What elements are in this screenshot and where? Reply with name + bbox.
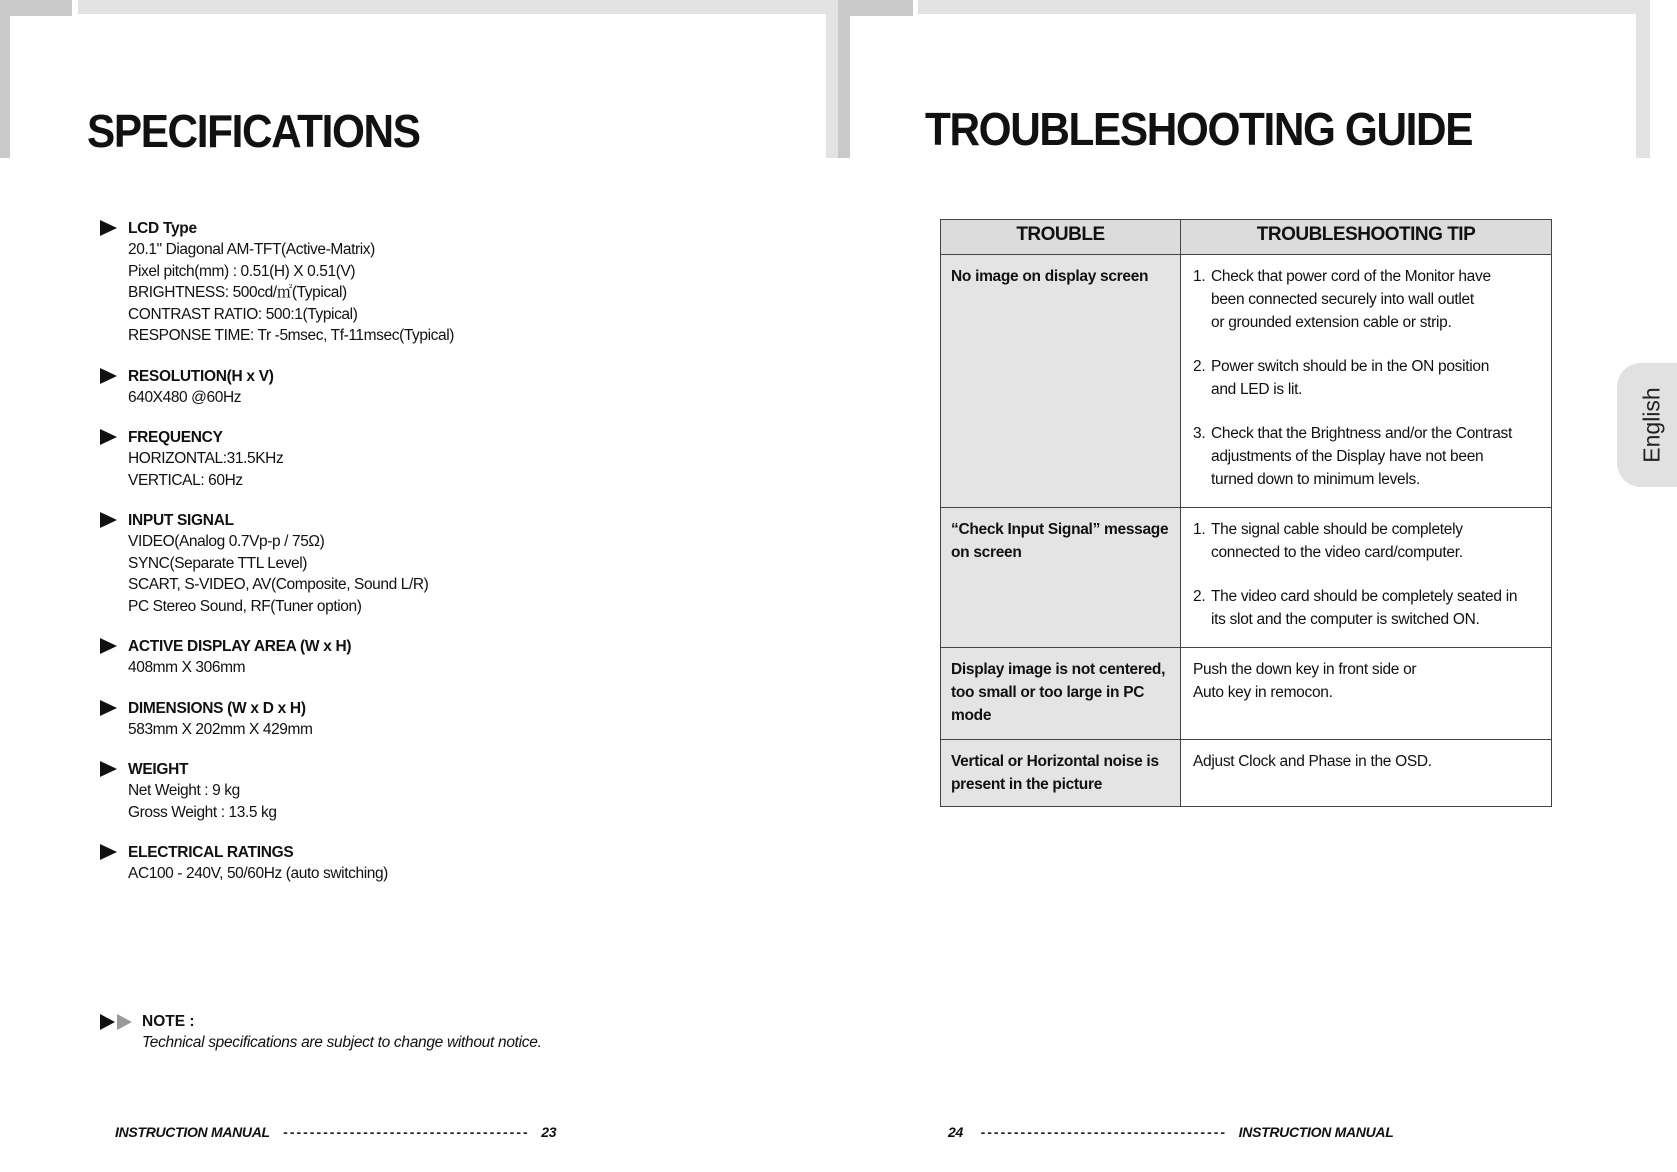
header-tip: TROUBLESHOOTING TIP bbox=[1181, 220, 1552, 255]
spec-heading: DIMENSIONS (W x D x H) bbox=[128, 699, 306, 717]
left-footer bbox=[115, 1124, 556, 1140]
spec-heading: FREQUENCY bbox=[128, 429, 223, 446]
left-page-number: 23 bbox=[541, 1124, 557, 1140]
language-tab[interactable] bbox=[1617, 363, 1677, 487]
spec-heading: WEIGHT bbox=[128, 761, 189, 778]
spec-heading: LCD Type bbox=[128, 220, 197, 237]
troubleshooting-title: TROUBLESHOOTING GUIDE bbox=[925, 103, 1473, 155]
tip-number: 3. bbox=[1193, 425, 1206, 442]
bullet-arrow-icon bbox=[100, 512, 117, 528]
tip-continuation: been connected securely into wall outlet bbox=[1211, 291, 1474, 308]
tip-cell bbox=[1181, 740, 1552, 807]
tip-first-line bbox=[1193, 518, 1541, 541]
spec-line: Net Weight : 9 kg bbox=[128, 782, 240, 799]
spec-line: 640X480 @60Hz bbox=[128, 388, 242, 406]
spec-line: 408mm X 306mm bbox=[128, 659, 246, 676]
right-frame-right bbox=[1636, 0, 1650, 158]
left-frame-side bbox=[0, 0, 10, 158]
spec-heading: ELECTRICAL RATINGS bbox=[128, 844, 294, 861]
right-frame-side bbox=[838, 0, 850, 158]
tip-first-line bbox=[1193, 355, 1541, 378]
tip-text: The signal cable should be completely bbox=[1211, 521, 1463, 538]
tip-cell bbox=[1181, 648, 1552, 740]
tip-first-line bbox=[1193, 750, 1541, 773]
bullet-arrow-icon bbox=[100, 844, 117, 860]
spec-line: 20.1" Diagonal AM-TFT(Active-Matrix) bbox=[128, 241, 375, 258]
tip-continuation: or grounded extension cable or strip. bbox=[1211, 314, 1452, 331]
left-frame-corner bbox=[0, 0, 72, 16]
table-row bbox=[941, 255, 1552, 508]
left-footer-dashes: ------------------------------------- bbox=[283, 1124, 530, 1140]
tip-cell bbox=[1181, 255, 1552, 508]
bullet-arrow-icon bbox=[100, 700, 117, 716]
tip-item bbox=[1193, 265, 1541, 334]
double-arrow-icon bbox=[100, 1014, 140, 1032]
tip-item bbox=[1193, 422, 1541, 491]
spec-line: SCART, S-VIDEO, AV(Composite, Sound L/R) bbox=[128, 576, 429, 593]
tip-number: 2. bbox=[1193, 358, 1206, 375]
right-footer-dashes: ------------------------------------- bbox=[980, 1124, 1228, 1140]
spec-item bbox=[100, 636, 720, 679]
spec-line: PC Stereo Sound, RF(Tuner option) bbox=[128, 597, 362, 615]
spec-line: VERTICAL: 60Hz bbox=[128, 471, 243, 489]
tip-number: 1. bbox=[1193, 521, 1206, 538]
bullet-arrow-icon bbox=[100, 220, 117, 236]
tip-text: Check that the Brightness and/or the Contrast bbox=[1211, 425, 1512, 442]
spec-item bbox=[100, 842, 720, 885]
spec-line: RESPONSE TIME: Tr -5msec, Tf-11msec(Typical) bbox=[128, 327, 455, 344]
spec-list bbox=[100, 218, 720, 904]
tip-first-line bbox=[1193, 265, 1541, 288]
table-row bbox=[941, 648, 1552, 740]
tip-first-line bbox=[1193, 658, 1541, 681]
tip-text: Check that power cord of the Monitor have bbox=[1211, 268, 1491, 285]
tip-text: Adjust Clock and Phase in the OSD. bbox=[1193, 753, 1432, 770]
tip-text: Push the down key in front side or bbox=[1193, 661, 1417, 678]
spec-line: 583mm X 202mm X 429mm bbox=[128, 720, 313, 738]
tip-text: The video card should be completely seated in bbox=[1211, 588, 1518, 605]
tip-number: 2. bbox=[1193, 588, 1206, 605]
spec-item bbox=[100, 218, 720, 347]
left-footer-label: INSTRUCTION MANUAL bbox=[115, 1124, 270, 1140]
bullet-arrow-icon bbox=[100, 429, 117, 445]
spec-heading: RESOLUTION(H x V) bbox=[128, 367, 274, 385]
tip-item bbox=[1193, 658, 1541, 704]
bullet-arrow-icon bbox=[100, 638, 117, 654]
spec-line: Pixel pitch(mm) : 0.51(H) X 0.51(V) bbox=[128, 262, 356, 280]
tip-first-line bbox=[1193, 585, 1541, 608]
tip-continuation: its slot and the computer is switched ON. bbox=[1211, 611, 1480, 628]
note-heading: NOTE : bbox=[142, 1013, 195, 1030]
tip-item bbox=[1193, 585, 1541, 631]
tip-number: 1. bbox=[1193, 268, 1206, 285]
right-footer bbox=[948, 1124, 1393, 1140]
spec-item bbox=[100, 510, 720, 617]
tip-item bbox=[1193, 750, 1541, 773]
spec-line: Gross Weight : 13.5 kg bbox=[128, 803, 277, 821]
spec-line: AC100 - 240V, 50/60Hz (auto switching) bbox=[128, 865, 388, 882]
trouble-cell: No image on display screen bbox=[941, 255, 1181, 508]
spec-line: VIDEO(Analog 0.7Vp-p / 75Ω) bbox=[128, 533, 325, 550]
right-frame-top bbox=[918, 0, 1650, 14]
spec-item bbox=[100, 366, 720, 409]
trouble-cell: Vertical or Horizontal noise is present in the picture bbox=[941, 740, 1181, 807]
tip-continuation: Auto key in remocon. bbox=[1193, 684, 1333, 701]
note-block bbox=[100, 1011, 600, 1055]
note-text: Technical specifications are subject to change without notice. bbox=[142, 1034, 542, 1051]
language-tab-label: English bbox=[1638, 387, 1665, 463]
trouble-cell: “Check Input Signal” message on screen bbox=[941, 508, 1181, 648]
tip-continuation: adjustments of the Display have not been bbox=[1211, 448, 1484, 465]
right-footer-label: INSTRUCTION MANUAL bbox=[1238, 1124, 1394, 1140]
spec-line: HORIZONTAL:31.5KHz bbox=[128, 450, 284, 467]
tip-text: Power switch should be in the ON position bbox=[1211, 358, 1490, 375]
spec-line: CONTRAST RATIO: 500:1(Typical) bbox=[128, 305, 358, 323]
tip-item bbox=[1193, 518, 1541, 564]
header-trouble: TROUBLE bbox=[941, 220, 1181, 255]
spec-heading: INPUT SIGNAL bbox=[128, 512, 234, 529]
spec-line: BRIGHTNESS: 500cd/㎡(Typical) bbox=[128, 284, 347, 301]
spec-item bbox=[100, 427, 720, 491]
bullet-arrow-icon bbox=[100, 368, 117, 384]
tip-continuation: connected to the video card/computer. bbox=[1211, 544, 1463, 561]
table-header-row bbox=[941, 220, 1552, 255]
spec-item bbox=[100, 759, 720, 823]
trouble-cell: Display image is not centered, too small or too large in PC mode bbox=[941, 648, 1181, 740]
tip-item bbox=[1193, 355, 1541, 401]
spec-item bbox=[100, 698, 720, 741]
tip-cell bbox=[1181, 508, 1552, 648]
spec-heading: ACTIVE DISPLAY AREA (W x H) bbox=[128, 638, 352, 655]
left-frame-top bbox=[78, 0, 826, 14]
troubleshooting-table bbox=[940, 219, 1552, 807]
table-row bbox=[941, 740, 1552, 807]
tip-continuation: and LED is lit. bbox=[1211, 381, 1303, 398]
table-row bbox=[941, 508, 1552, 648]
spec-line: SYNC(Separate TTL Level) bbox=[128, 554, 308, 572]
tip-continuation: turned down to minimum levels. bbox=[1211, 471, 1420, 488]
bullet-arrow-icon bbox=[100, 761, 117, 777]
right-page-number: 24 bbox=[948, 1124, 963, 1140]
specifications-title: SPECIFICATIONS bbox=[87, 105, 420, 157]
tip-first-line bbox=[1193, 422, 1541, 445]
